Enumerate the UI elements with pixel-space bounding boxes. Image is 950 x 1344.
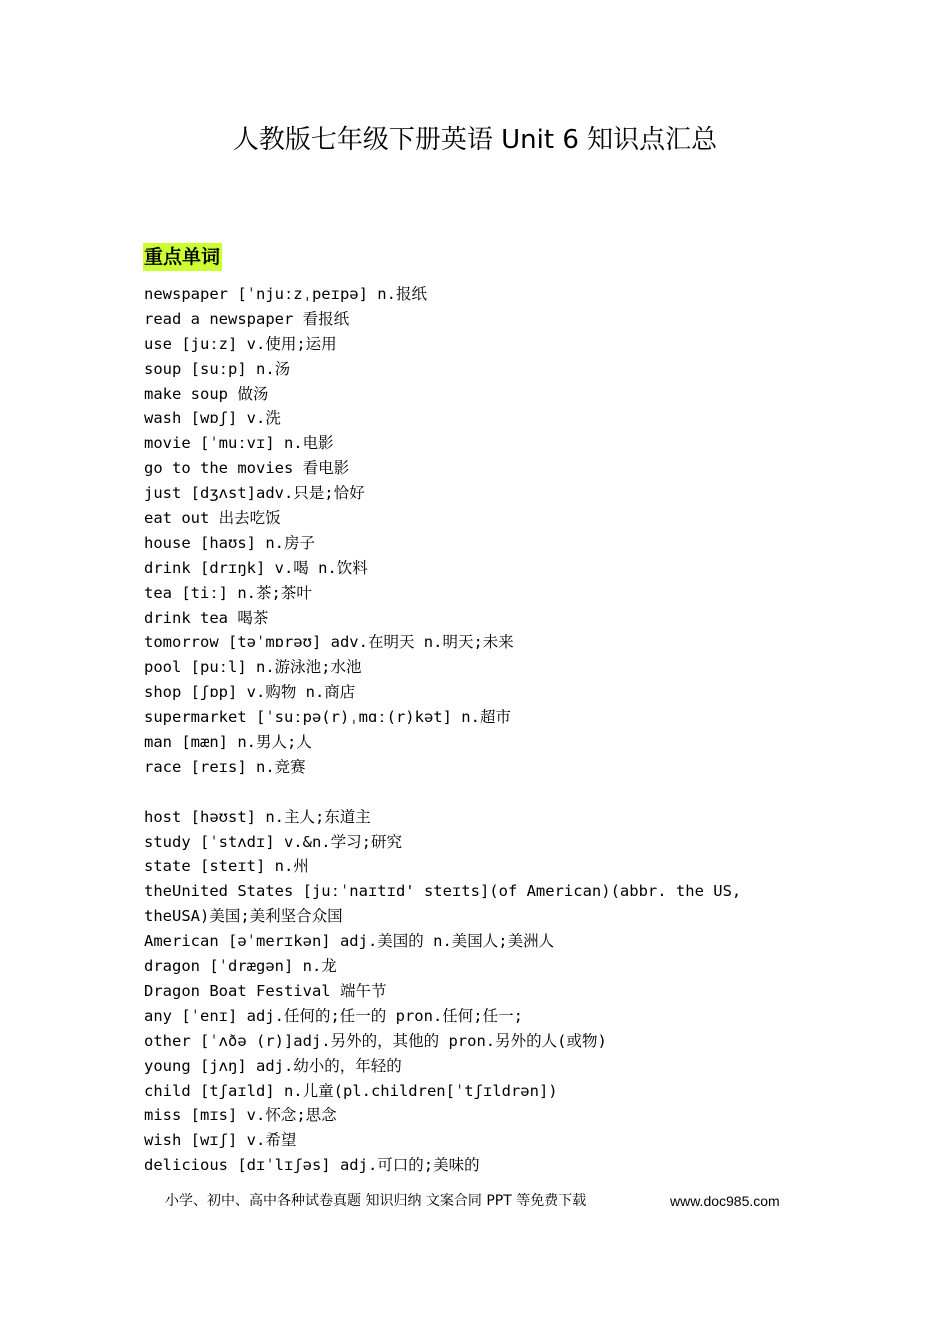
vocabulary-entry: state [steɪt] n.州 xyxy=(144,857,309,876)
vocabulary-entry: shop [ʃɒp] v.购物 n.商店 xyxy=(144,683,356,702)
vocabulary-entry: theUSA)美国;美利坚合众国 xyxy=(144,907,343,926)
vocabulary-entry: eat out 出去吃饭 xyxy=(144,509,281,528)
vocabulary-entry: house [haʊs] n.房子 xyxy=(144,533,315,552)
vocabulary-entry: just [dʒʌst]adv.只是;恰好 xyxy=(144,484,365,503)
footer-url[interactable]: www.doc985.com xyxy=(670,1193,780,1209)
vocabulary-entry: American [əˈmerɪkən] adj.美国的 n.美国人;美洲人 xyxy=(144,932,555,951)
vocabulary-entry: movie [ˈmuːvɪ] n.电影 xyxy=(144,434,334,453)
vocabulary-entry: tomorrow [təˈmɒrəʊ] adv.在明天 n.明天;未来 xyxy=(144,633,514,652)
vocabulary-entry: race [reɪs] n.竞赛 xyxy=(144,757,306,776)
vocabulary-entry: make soup 做汤 xyxy=(144,384,269,403)
vocabulary-entry: use [juːz] v.使用;运用 xyxy=(144,334,337,353)
vocabulary-entry: theUnited States [juːˈnaɪtɪd' steɪts](of American)(abbr. the US, xyxy=(144,882,742,901)
vocabulary-entry: child [tʃaɪld] n.儿童(pl.children[ˈtʃɪldrən]) xyxy=(144,1081,558,1100)
vocabulary-entry: any [ˈenɪ] adj.任何的;任一的 pron.任何;任一; xyxy=(144,1006,523,1025)
vocabulary-entry: wash [wɒʃ] v.洗 xyxy=(144,409,281,428)
vocabulary-entry: drink [drɪŋk] v.喝 n.饮料 xyxy=(144,558,368,577)
vocabulary-entry: tea [tiː] n.茶;茶叶 xyxy=(144,583,312,602)
section-heading: 重点单词 xyxy=(143,243,222,271)
vocabulary-entry: wish [wɪʃ] v.希望 xyxy=(144,1131,297,1150)
vocabulary-entry: soup [suːp] n.汤 xyxy=(144,359,291,378)
vocabulary-entry: go to the movies 看电影 xyxy=(144,459,350,478)
vocabulary-list xyxy=(144,282,824,1178)
vocabulary-entry: Dragon Boat Festival 端午节 xyxy=(144,981,387,1000)
vocabulary-entry: read a newspaper 看报纸 xyxy=(144,309,350,328)
vocabulary-entry: delicious [dɪˈlɪʃəs] adj.可口的;美味的 xyxy=(144,1156,480,1175)
vocabulary-entry: supermarket [ˈsuːpə(r)ˌmɑː(r)kət] n.超市 xyxy=(144,708,511,727)
vocabulary-entry: pool [puːl] n.游泳池;水池 xyxy=(144,658,362,677)
vocabulary-entry: drink tea 喝茶 xyxy=(144,608,269,627)
vocabulary-entry: dragon [ˈdrægən] n.龙 xyxy=(144,957,337,976)
vocabulary-entry: miss [mɪs] v.怀念;思念 xyxy=(144,1106,337,1125)
page-title: 人教版七年级下册英语 Unit 6 知识点汇总 xyxy=(232,125,718,155)
vocabulary-entry: young [jʌŋ] adj.幼小的，年轻的 xyxy=(144,1056,402,1075)
vocabulary-entry: newspaper [ˈnjuːzˌpeɪpə] n.报纸 xyxy=(144,285,427,303)
vocabulary-entry: study [ˈstʌdɪ] v.&n.学习;研究 xyxy=(144,832,402,851)
vocabulary-entry: man [mæn] n.男人;人 xyxy=(144,733,312,752)
blank-line xyxy=(144,780,824,805)
footer-text: 小学、初中、高中各种试卷真题 知识归纳 文案合同 PPT 等免费下载 xyxy=(165,1193,587,1209)
vocabulary-entry: other [ˈʌðə (r)]adj.另外的，其他的 pron.另外的人(或物) xyxy=(144,1031,607,1050)
vocabulary-entry: host [həʊst] n.主人;东道主 xyxy=(144,807,371,826)
